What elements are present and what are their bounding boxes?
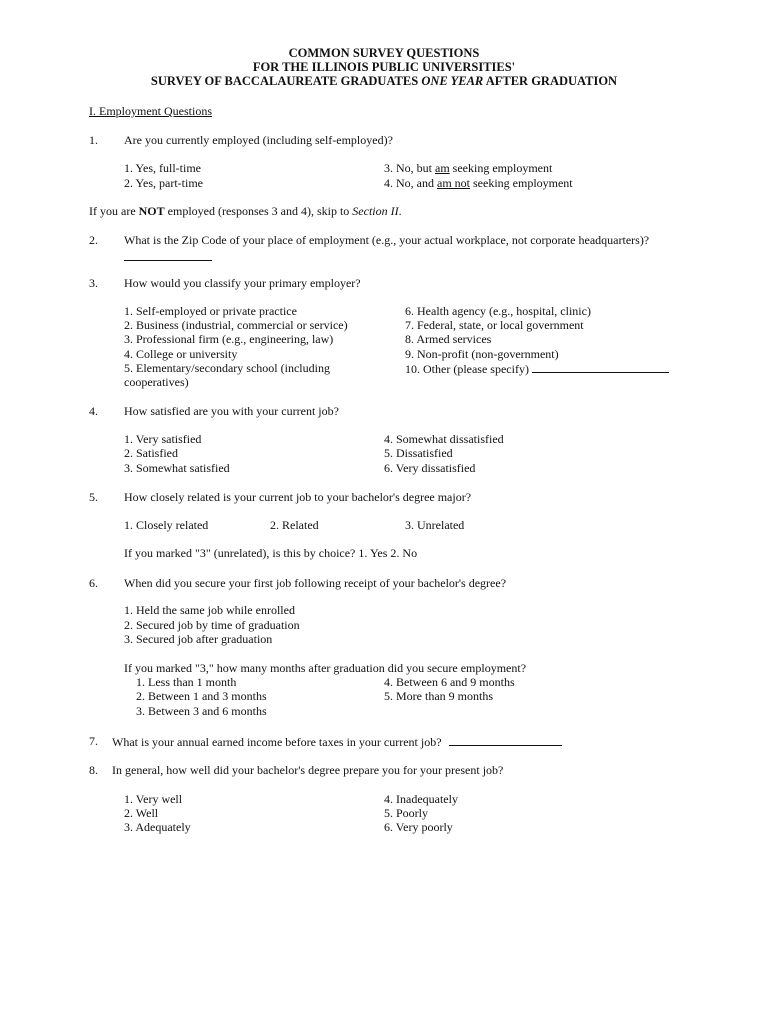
q6-months-option-5[interactable]: 5. More than 9 months <box>384 689 493 703</box>
q3-option-2[interactable]: 2. Business (industrial, commercial or service) <box>124 318 348 332</box>
q8-option-2[interactable]: 2. Well <box>124 806 159 820</box>
question-3-text: How would you classify your primary employer? <box>124 276 361 290</box>
q3-option-8[interactable]: 8. Armed services <box>405 332 492 346</box>
q1-option-3-underlined: am <box>435 161 450 175</box>
q6-months-option-4[interactable]: 4. Between 6 and 9 months <box>384 675 515 689</box>
q8-option-4[interactable]: 4. Inadequately <box>384 792 458 806</box>
q3-option-10[interactable] <box>405 361 669 377</box>
question-8-number: 8. <box>89 763 98 777</box>
q8-option-6[interactable]: 6. Very poorly <box>384 820 453 834</box>
section-heading-employment: I. Employment Questions <box>89 104 212 118</box>
question-8-text: In general, how well did your bachelor's degree prepare you for your present job? <box>112 763 504 777</box>
q4-option-1[interactable]: 1. Very satisfied <box>124 432 202 446</box>
q8-option-1[interactable]: 1. Very well <box>124 792 183 806</box>
skip-bold: NOT <box>138 204 165 218</box>
survey-title-line-3 <box>0 74 768 89</box>
q5-option-3[interactable]: 3. Unrelated <box>405 518 465 532</box>
q1-option-3-pre: 3. No, but <box>384 161 435 175</box>
question-4-number: 4. <box>89 404 98 418</box>
question-1-number: 1. <box>89 133 98 147</box>
question-7-text: What is your annual earned income before taxes in your current job? <box>112 735 442 749</box>
q6-months-option-1[interactable]: 1. Less than 1 month <box>136 675 237 689</box>
q6-months-option-3[interactable]: 3. Between 3 and 6 months <box>136 704 267 718</box>
q6-months-option-2[interactable]: 2. Between 1 and 3 months <box>136 689 267 703</box>
income-answer-blank[interactable] <box>449 734 562 746</box>
question-2-number: 2. <box>89 233 98 247</box>
question-5-text: How closely related is your current job to your bachelor's degree major? <box>124 490 472 504</box>
q3-option-10-label: 10. Other (please specify) <box>405 362 529 376</box>
q3-option-6[interactable]: 6. Health agency (e.g., hospital, clinic) <box>405 304 591 318</box>
question-7-text-row <box>112 734 562 750</box>
q1-option-3[interactable] <box>384 161 552 176</box>
q1-option-3-post: seeking employment <box>449 161 553 175</box>
survey-title-line-1: COMMON SURVEY QUESTIONS <box>288 46 480 60</box>
q3-option-3[interactable]: 3. Professional firm (e.g., engineering, law) <box>124 332 334 346</box>
skip-post: . <box>398 204 402 218</box>
q1-option-4-post: seeking employment <box>470 176 573 190</box>
q8-option-3[interactable]: 3. Adequately <box>124 820 191 834</box>
q8-option-5[interactable]: 5. Poorly <box>384 806 429 820</box>
q4-option-3[interactable]: 3. Somewhat satisfied <box>124 461 230 475</box>
survey-title-line-2: FOR THE ILLINOIS PUBLIC UNIVERSITIES' <box>252 60 516 74</box>
question-2-text: What is the Zip Code of your place of employment (e.g., your actual workplace, not corporate headquarters)? <box>124 233 650 247</box>
skip-instruction <box>89 204 402 219</box>
question-1-text: Are you currently employed (including self-employed)? <box>124 133 393 147</box>
q3-option-7[interactable]: 7. Federal, state, or local government <box>405 318 584 332</box>
q4-option-5[interactable]: 5. Dissatisfied <box>384 446 453 460</box>
q5-option-1[interactable]: 1. Closely related <box>124 518 209 532</box>
title-line-3-italic: ONE YEAR <box>421 74 484 88</box>
q4-option-2[interactable]: 2. Satisfied <box>124 446 178 460</box>
q4-option-4[interactable]: 4. Somewhat dissatisfied <box>384 432 504 446</box>
q6-follow-up: If you marked "3," how many months after graduation did you secure employment? <box>124 661 527 675</box>
q3-other-specify-blank[interactable] <box>532 361 669 373</box>
skip-mid: employed (responses 3 and 4), skip to <box>164 204 353 218</box>
question-6-text: When did you secure your first job following receipt of your bachelor's degree? <box>124 576 507 590</box>
q6-option-1[interactable]: 1. Held the same job while enrolled <box>124 603 295 617</box>
q1-option-2[interactable]: 2. Yes, part-time <box>124 176 203 190</box>
q6-option-2[interactable]: 2. Secured job by time of graduation <box>124 618 300 632</box>
q5-option-2[interactable]: 2. Related <box>270 518 319 532</box>
q3-option-4[interactable]: 4. College or university <box>124 347 238 361</box>
q4-option-6[interactable]: 6. Very dissatisfied <box>384 461 476 475</box>
q6-option-3[interactable]: 3. Secured job after graduation <box>124 632 273 646</box>
q1-option-4-underlined: am not <box>437 176 470 190</box>
q3-option-9[interactable]: 9. Non-profit (non-government) <box>405 347 559 361</box>
q1-option-4-pre: 4. No, and <box>384 176 437 190</box>
title-line-3-pre: SURVEY OF BACCALAUREATE GRADUATES <box>150 74 422 88</box>
q3-option-1[interactable]: 1. Self-employed or private practice <box>124 304 297 318</box>
skip-section-link: Section II <box>352 204 399 218</box>
question-6-number: 6. <box>89 576 98 590</box>
q3-option-5[interactable]: 5. Elementary/secondary school (including <box>124 361 330 375</box>
q5-follow-up: If you marked "3" (unrelated), is this by choice? 1. Yes 2. No <box>124 546 418 560</box>
question-4-text: How satisfied are you with your current job? <box>124 404 339 418</box>
q1-option-1[interactable]: 1. Yes, full-time <box>124 161 202 175</box>
question-5-number: 5. <box>89 490 98 504</box>
question-3-number: 3. <box>89 276 98 290</box>
title-line-3-post: AFTER GRADUATION <box>483 74 618 88</box>
q3-option-5-continued: cooperatives) <box>124 375 189 389</box>
question-7-number: 7. <box>89 734 98 748</box>
zip-code-answer-blank[interactable] <box>124 247 212 261</box>
skip-pre: If you are <box>89 204 139 218</box>
q1-option-4[interactable] <box>384 176 573 191</box>
